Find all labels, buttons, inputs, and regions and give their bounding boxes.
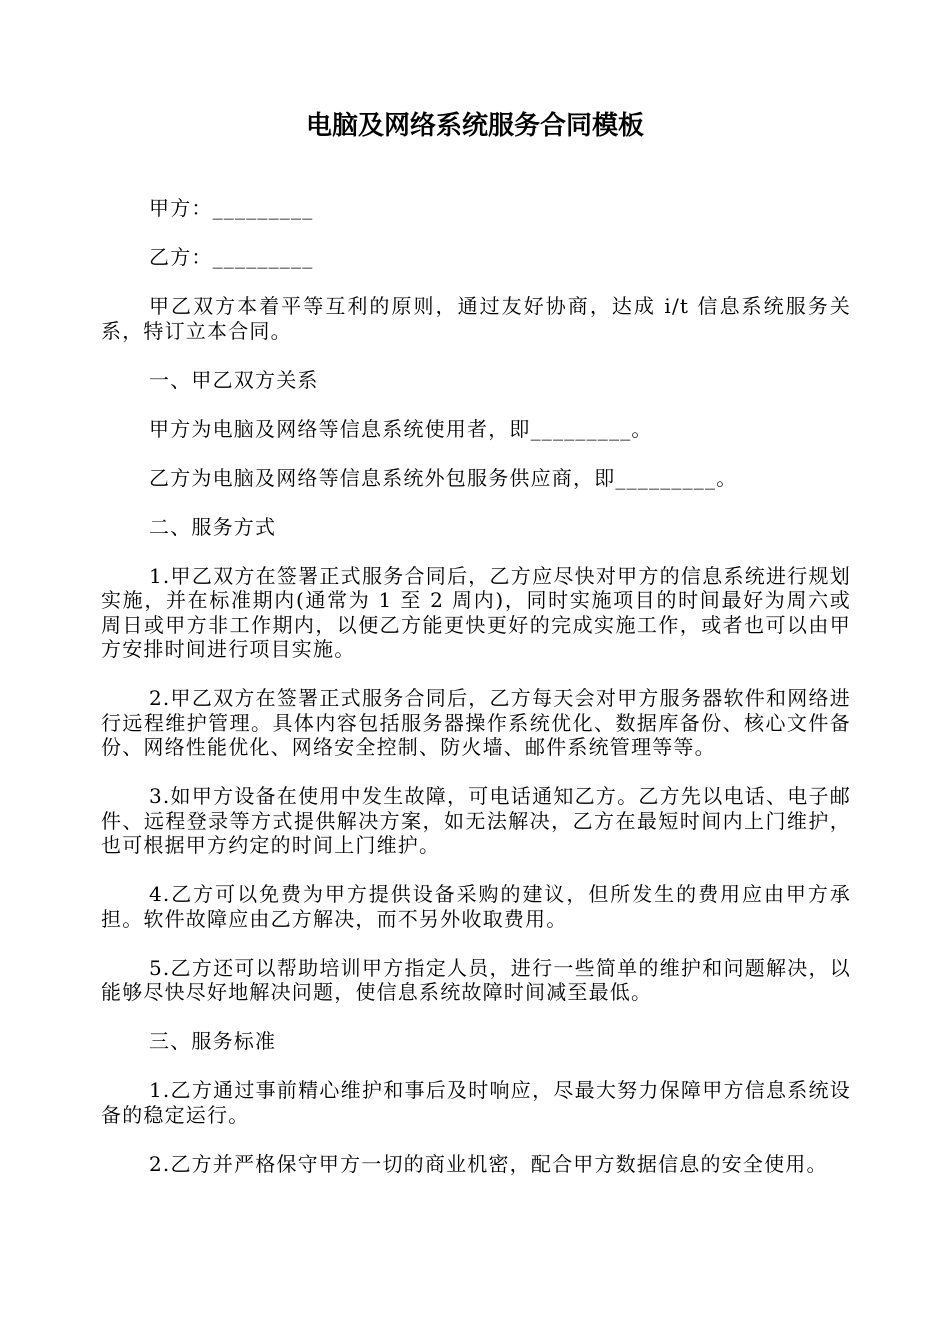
- service-method-item-4: 4.乙方可以免费为甲方提供设备采购的建议，但所发生的费用应由甲方承担。软件故障应由乙方解决，而不另外收取费用。: [101, 882, 851, 931]
- service-method-item-1: 1.甲乙双方在签署正式服务合同后，乙方应尽快对甲方的信息系统进行规划实施，并在标准期内(通常为 1 至 2 周内)，同时实施项目的时间最好为周六或周日或甲方非工作期内，以便乙方能更快更好的完成实施工作，或者也可以由甲方安排时间进行项目实施。: [101, 563, 851, 661]
- party-a-label: 甲方：: [149, 196, 213, 220]
- intro-paragraph: 甲乙双方本着平等互利的原则，通过友好协商，达成 i/t 信息系统服务关系，特订立本合同。: [101, 294, 851, 343]
- service-method-item-3: 3.如甲方设备在使用中发生故障，可电话通知乙方。乙方先以电话、电子邮件、远程登录等方式提供解决方案，如无法解决，乙方在最短时间内上门维护，也可根据甲方约定的时间上门维护。: [101, 784, 851, 857]
- document-title: 电脑及网络系统服务合同模板: [305, 111, 644, 141]
- section-heading-service-standard: 三、服务标准: [149, 1029, 277, 1053]
- party-b-label: 乙方：: [149, 245, 213, 269]
- clause-party-b: 乙方为电脑及网络等信息系统外包服务供应商，即_________。: [149, 465, 738, 490]
- party-b-line: [101, 245, 851, 270]
- clause-party-a: 甲方为电脑及网络等信息系统使用者，即_________。: [149, 416, 653, 441]
- party-b-blank: _________: [212, 245, 314, 269]
- service-method-item-5: 5.乙方还可以帮助培训甲方指定人员，进行一些简单的维护和问题解决，以能够尽快尽好地解决问题，使信息系统故障时间减至最低。: [101, 955, 851, 1004]
- section-heading-service-method: 二、服务方式: [149, 514, 277, 539]
- document-body: [101, 196, 851, 1201]
- service-standard-item-2: 2.乙方并严格保守甲方一切的商业机密，配合甲方数据信息的安全使用。: [149, 1151, 828, 1176]
- section-heading-relationship: 一、甲乙双方关系: [149, 367, 319, 392]
- party-a-line: [101, 196, 851, 221]
- service-method-item-2: 2.甲乙双方在签署正式服务合同后，乙方每天会对甲方服务器软件和网络进行远程维护管理。具体内容包括服务器操作系统优化、数据库备份、核心文件备份、网络性能优化、网络安全控制、防火墙、邮件系统管理等等。: [101, 686, 851, 759]
- party-a-blank: _________: [212, 196, 314, 220]
- service-standard-item-1: 1.乙方通过事前精心维护和事后及时响应，尽最大努力保障甲方信息系统设备的稳定运行。: [101, 1078, 851, 1127]
